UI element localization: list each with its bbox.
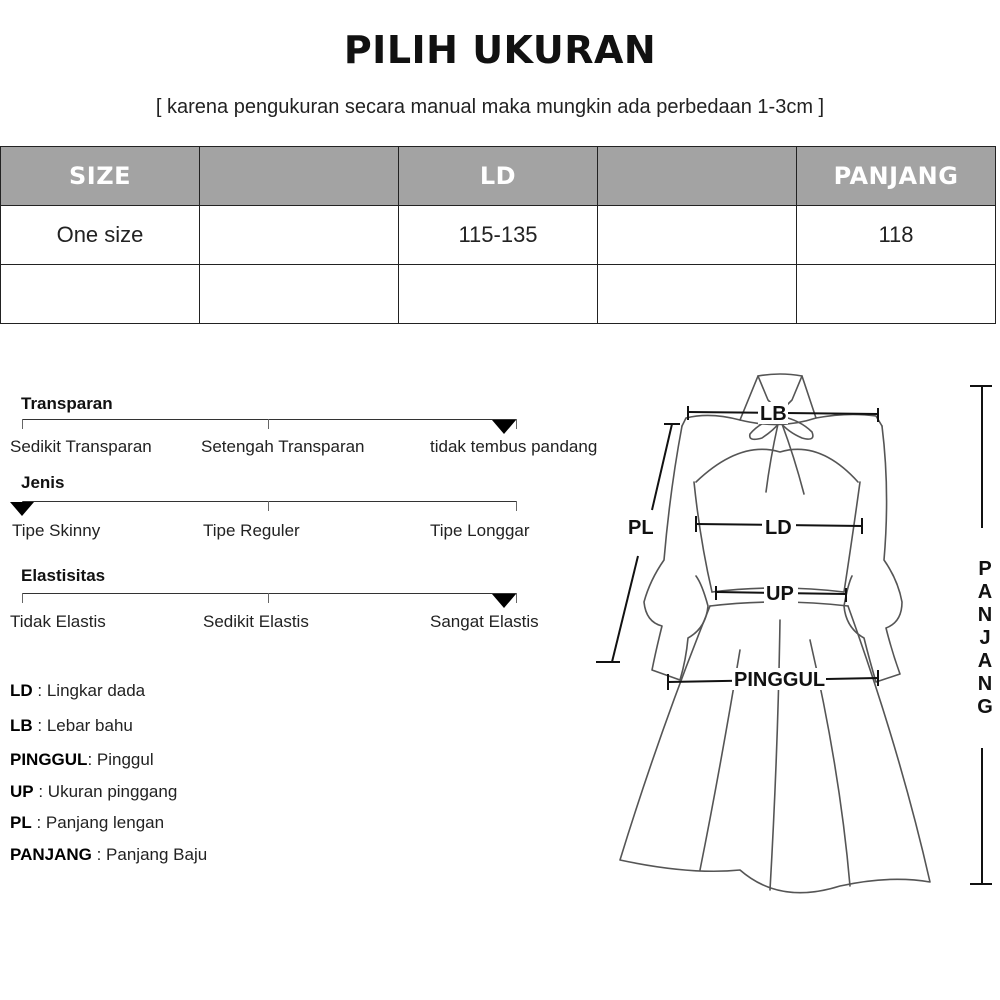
legend-item bbox=[10, 750, 154, 770]
panjang-letter: A bbox=[977, 650, 993, 672]
scale-option: Tipe Longgar bbox=[430, 521, 530, 540]
header-blank-2 bbox=[598, 147, 797, 206]
scale-marker bbox=[10, 502, 34, 516]
header-blank-1 bbox=[200, 147, 399, 206]
page-title: PILIH UKURAN bbox=[343, 28, 657, 72]
table-row bbox=[1, 206, 996, 265]
legend-abbr: PANJANG bbox=[10, 845, 92, 864]
legend-desc: Panjang lengan bbox=[45, 813, 165, 832]
scale-tick bbox=[22, 419, 23, 429]
scale-option: Sedikit Elastis bbox=[203, 612, 309, 631]
scale-tick bbox=[22, 593, 23, 603]
size-table bbox=[0, 146, 996, 324]
dress-yoke bbox=[696, 449, 858, 482]
legend-item bbox=[10, 845, 207, 865]
scale-marker bbox=[492, 420, 516, 434]
legend-abbr: LB bbox=[10, 716, 33, 735]
ld-label: LD bbox=[765, 517, 792, 539]
legend-abbr: LD bbox=[10, 681, 33, 700]
legend-sep: : bbox=[32, 716, 47, 735]
cell-empty bbox=[598, 265, 797, 324]
dress-skirt bbox=[620, 606, 930, 893]
legend-desc: Lebar bahu bbox=[46, 716, 133, 735]
scale-line bbox=[22, 419, 517, 420]
legend-item bbox=[10, 782, 177, 802]
legend-sep: : bbox=[87, 750, 97, 769]
panjang-letter: G bbox=[977, 696, 993, 718]
dress-diagram bbox=[590, 370, 1000, 930]
up-label: UP bbox=[766, 583, 794, 605]
cell-empty bbox=[200, 265, 399, 324]
cell-blank bbox=[598, 206, 797, 265]
legend-item bbox=[10, 813, 164, 833]
dress-left-shoulder bbox=[682, 415, 740, 426]
scale-option: Tipe Skinny bbox=[12, 521, 101, 540]
scale-jenis bbox=[0, 473, 620, 543]
cell-ld: 115-135 bbox=[399, 206, 598, 265]
scale-option: Tipe Reguler bbox=[203, 521, 300, 540]
legend-sep: : bbox=[32, 681, 47, 700]
table-row bbox=[1, 265, 996, 324]
scale-label: Elastisitas bbox=[21, 566, 106, 585]
legend-desc: Pinggul bbox=[96, 750, 154, 769]
scale-option: Sangat Elastis bbox=[430, 612, 539, 631]
legend-abbr: PINGGUL bbox=[10, 750, 88, 769]
panjang-letter: A bbox=[977, 581, 993, 603]
pl-line-bottom bbox=[612, 556, 638, 662]
scale-elastisitas bbox=[0, 566, 620, 636]
scale-label: Transparan bbox=[21, 394, 113, 413]
legend-sep: : bbox=[33, 782, 48, 801]
cell-size: One size bbox=[1, 206, 200, 265]
pl-line-top bbox=[652, 424, 672, 510]
panjang-letter: P bbox=[978, 558, 992, 580]
dress-skirt-fold-3 bbox=[770, 620, 780, 890]
legend-item bbox=[10, 716, 133, 736]
scale-tick bbox=[516, 501, 517, 511]
panjang-letter: N bbox=[977, 673, 993, 695]
header-panjang: PANJANG bbox=[797, 147, 996, 206]
scale-marker bbox=[492, 594, 516, 608]
legend-sep: : bbox=[31, 813, 46, 832]
scale-option: tidak tembus pandang bbox=[430, 437, 598, 456]
scale-tick bbox=[268, 419, 269, 429]
scale-tick bbox=[268, 501, 269, 511]
legend-desc: Ukuran pinggang bbox=[47, 782, 178, 801]
scale-option: Tidak Elastis bbox=[10, 612, 106, 631]
scale-line bbox=[22, 501, 517, 502]
cell-empty bbox=[1, 265, 200, 324]
header-size: SIZE bbox=[1, 147, 200, 206]
legend-item bbox=[10, 681, 145, 701]
panjang-letter: N bbox=[977, 604, 993, 626]
pinggul-label: PINGGUL bbox=[734, 669, 826, 691]
scale-tick bbox=[516, 593, 517, 603]
pl-label: PL bbox=[628, 517, 654, 539]
dress-left-sleeve bbox=[644, 426, 708, 680]
scale-tick bbox=[516, 419, 517, 429]
page-subtitle: [ karena pengukuran secara manual maka mungkin ada perbedaan 1-3cm ] bbox=[155, 96, 825, 118]
cell-panjang: 118 bbox=[797, 206, 996, 265]
scale-line bbox=[22, 593, 517, 594]
dress-bodice-left bbox=[694, 482, 712, 592]
scale-option: Setengah Transparan bbox=[201, 437, 365, 456]
lb-label: LB bbox=[760, 403, 787, 425]
table-header-row bbox=[1, 147, 996, 206]
header-ld: LD bbox=[399, 147, 598, 206]
legend-sep: : bbox=[91, 845, 107, 864]
dress-bow-tails bbox=[766, 424, 804, 494]
scale-tick bbox=[268, 593, 269, 603]
legend-abbr: PL bbox=[10, 813, 32, 832]
cell-blank bbox=[200, 206, 399, 265]
dress-right-shoulder bbox=[816, 414, 882, 426]
cell-empty bbox=[399, 265, 598, 324]
dress-right-sleeve bbox=[844, 426, 902, 682]
cell-empty bbox=[797, 265, 996, 324]
scale-option: Sedikit Transparan bbox=[10, 437, 152, 456]
legend-abbr: UP bbox=[10, 782, 34, 801]
panjang-letter: J bbox=[979, 627, 991, 649]
scale-label: Jenis bbox=[21, 473, 65, 492]
scale-transparan bbox=[0, 394, 620, 464]
legend-desc: Panjang Baju bbox=[106, 845, 208, 864]
legend-desc: Lingkar dada bbox=[46, 681, 146, 700]
